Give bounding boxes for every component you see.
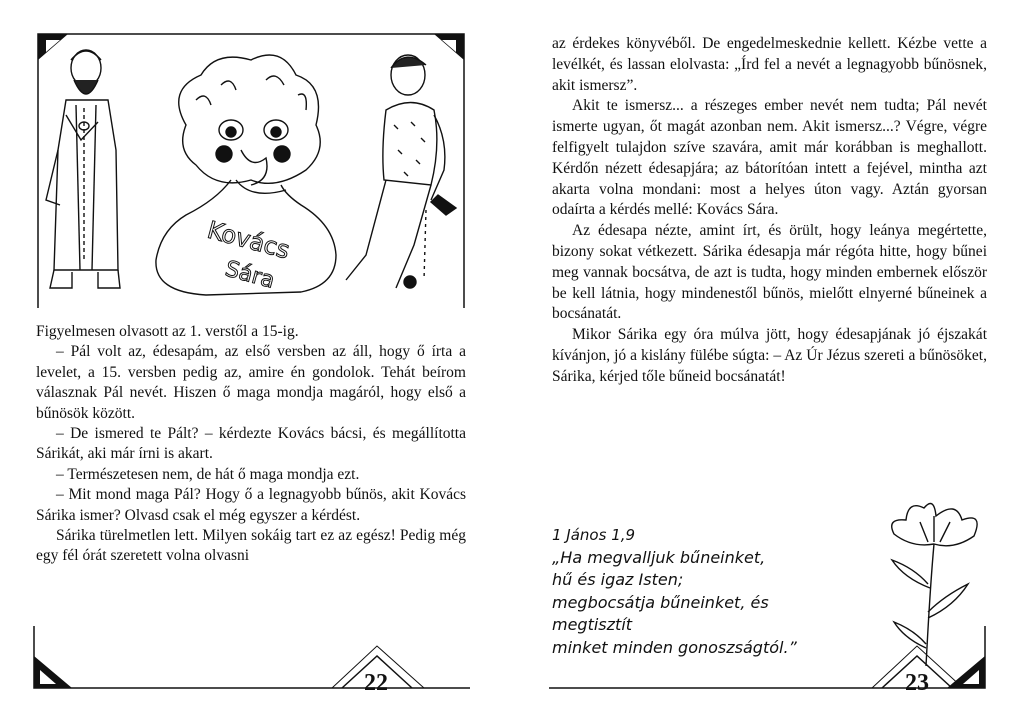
verse-line: hű és igaz Isten; bbox=[552, 570, 684, 589]
paragraph: – De ismered te Pált? – kérdezte Kovács bácsi, és megállította Sárikát, aki már írni is akart. bbox=[36, 425, 466, 463]
drunk-man-figure bbox=[346, 55, 456, 288]
verse-line: minket minden gonoszságtól.” bbox=[552, 637, 797, 657]
left-page bbox=[0, 0, 508, 716]
paragraph: az érdekes könyvéből. De engedelmeskednie kellett. Kézbe vette a levélkét, és lassan elolvasta: „Írd fel a nevét a legnagyobb bűnösnek, akit ismersz”. bbox=[552, 35, 987, 94]
paragraph: – Mit mond maga Pál? Hogy ő a legnagyobb bűnös, akit Kovács Sárika ismer? Olvasd csak el még egyszer a kérdést. bbox=[36, 486, 466, 524]
footer-ornament bbox=[32, 626, 472, 696]
right-text-column bbox=[552, 34, 987, 388]
frame-corner-ornament bbox=[38, 34, 464, 60]
left-text-column bbox=[36, 322, 466, 567]
girl-sara bbox=[156, 55, 336, 295]
page-number: 23 bbox=[905, 670, 929, 696]
illustration bbox=[36, 30, 466, 310]
verse-reference: 1 János 1,9 bbox=[552, 526, 636, 544]
paragraph: Sárika türelmetlen lett. Milyen sokáig tart ez az egész! Pedig még egy fél órát szeretett volna olvasni bbox=[36, 527, 466, 565]
sweater-text-1: Kovács bbox=[204, 215, 293, 265]
paragraph: Az édesapa nézte, amint írt, és örült, hogy leánya megértette, bizony sokat vétkezett. Sárika édesapja már régóta hitte, hogy bűnei meg vannak bocsátva, de azt is tudta, hogy minden embernek először be kell látnia, hogy mindenestől bűnös, mielőtt elnyerné bűneinek a bocsánatát. bbox=[552, 222, 987, 323]
paragraph: Akit te ismersz... a részeges ember nevét nem tudta; Pál nevét ismerte ugyan, őt magát azonban nem. Akit ismersz...? Végre, végre felfigyelt tulajdon szíve szavára, amit már korábban is meghallott. Kérdőn nézett édesapjára; az bátorítóan intett a fejével, mintha azt akarta volna mondani: most a helyes úton vagy. Aztán gyorsan odaírta a kérdés mellé: Kovács Sára. bbox=[552, 97, 987, 219]
paragraph: – Pál volt az, édesapám, az első versben az áll, hogy ő írta a levelet, a 15. versben pedig az, amire én gondolok. Tehát beírom válasznak Pál nevét. Hiszen ő maga mondja magáról, hogy első a bűnösök között. bbox=[36, 343, 466, 422]
sweater-text-2: Sára bbox=[222, 256, 278, 294]
page-number: 22 bbox=[364, 670, 388, 696]
apostle-figure bbox=[46, 50, 120, 288]
right-page bbox=[509, 0, 1017, 716]
paragraph: Figyelmesen olvasott az 1. verstől a 15-ig. bbox=[36, 323, 299, 340]
paragraph: Mikor Sárika egy óra múlva jött, hogy édesapjának jó éjszakát kívánjon, jó a kislány fülébe súgta: – Az Úr Jézus szereti a bűnösöket, Sárika, kérjed tőle bűneid bocsánatát! bbox=[552, 326, 987, 385]
paragraph: – Természetesen nem, de hát ő maga mondja ezt. bbox=[56, 465, 360, 483]
verse-line: „Ha megvalljuk bűneinket, bbox=[552, 547, 766, 567]
verse-line: megbocsátja bűneinket, és megtisztít bbox=[552, 592, 769, 634]
